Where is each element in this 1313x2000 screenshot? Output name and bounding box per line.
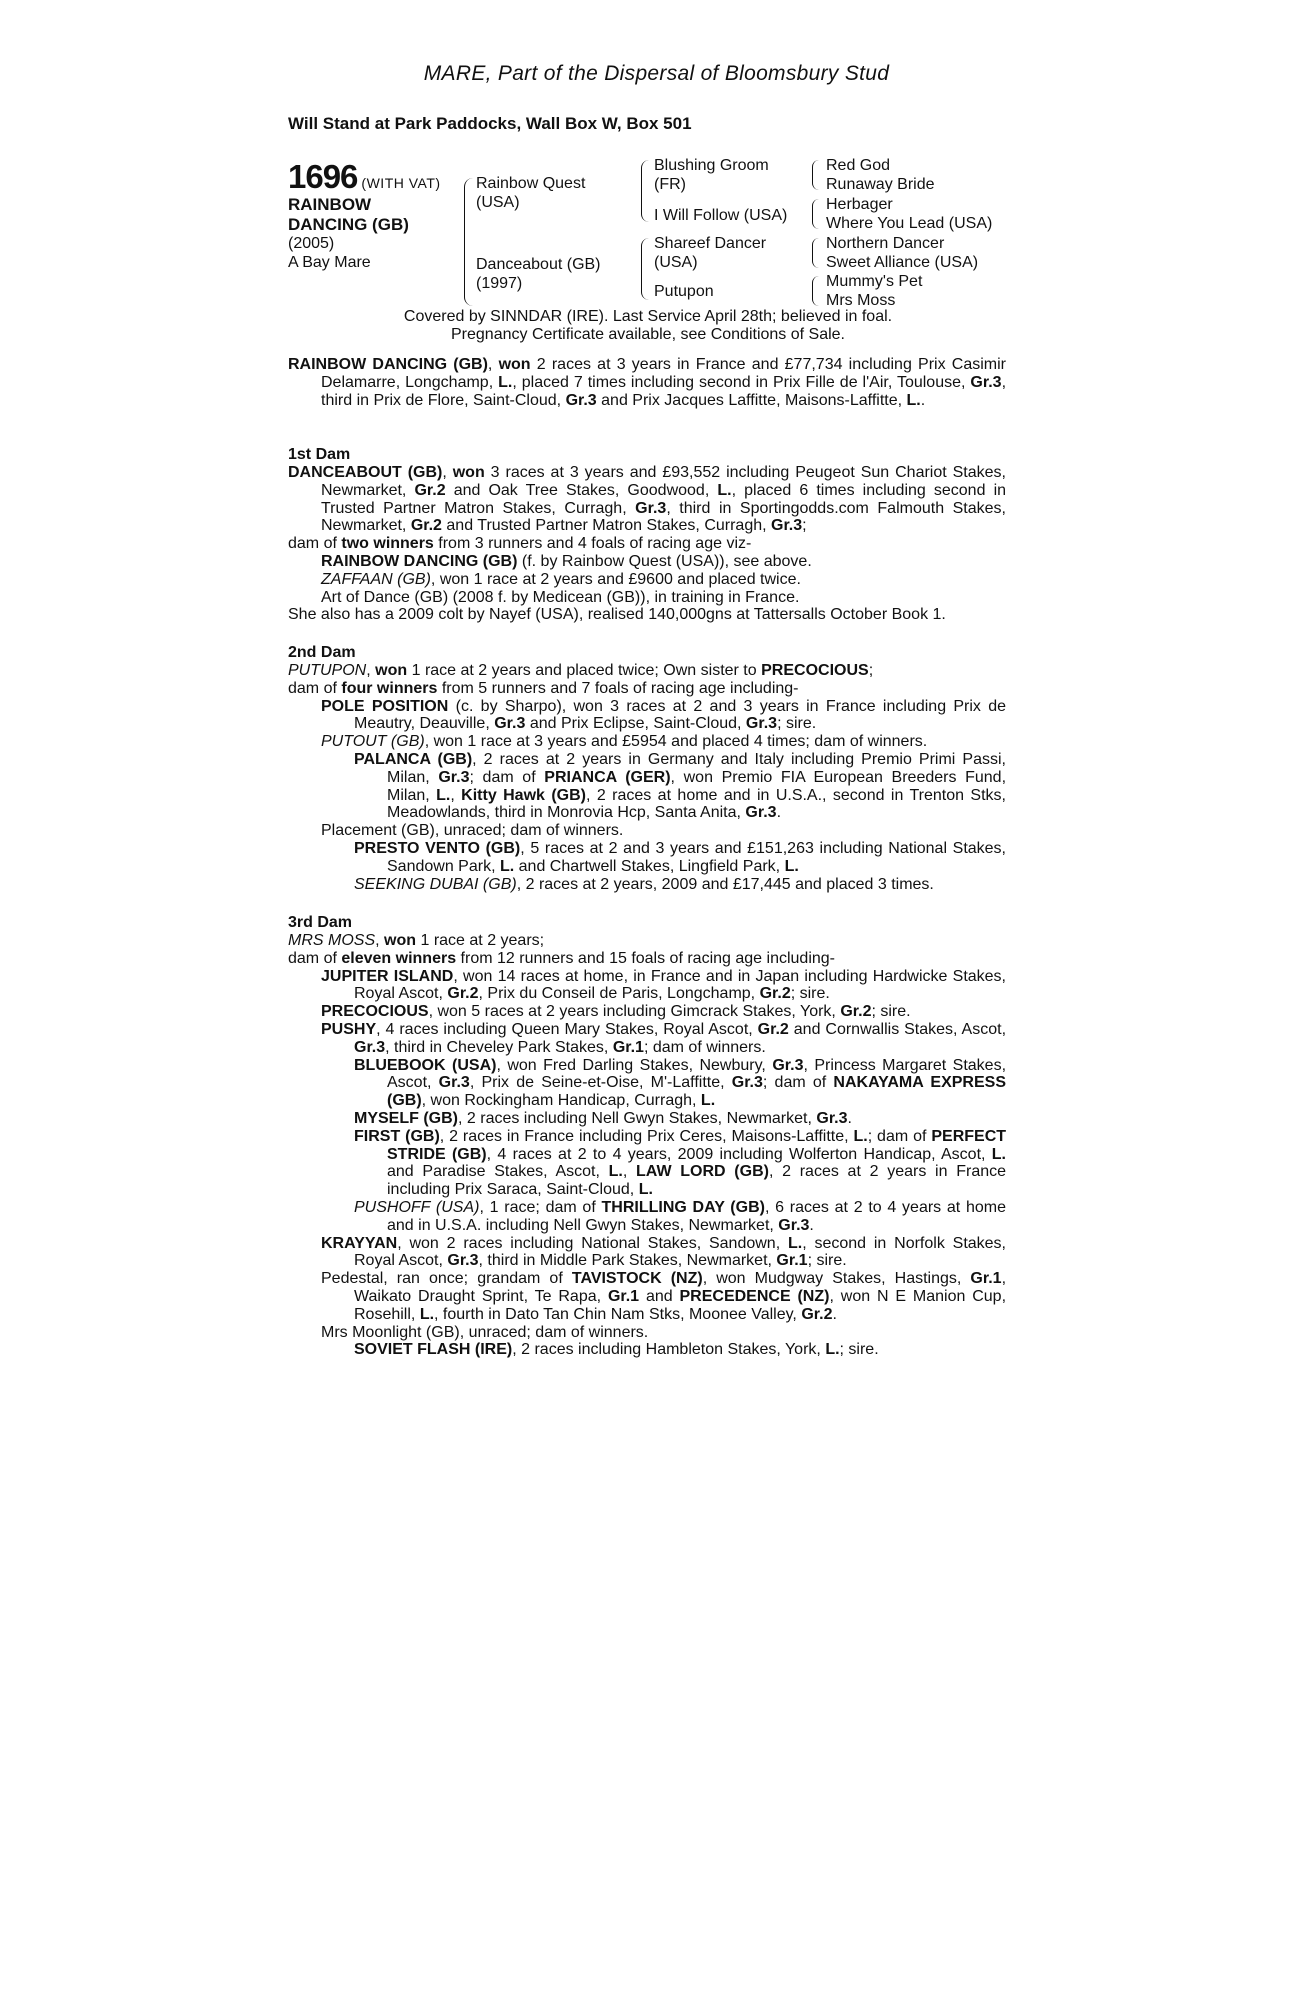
produce-name: FIRST (GB) (354, 1127, 440, 1145)
grade-mark: Gr.3 (745, 715, 778, 733)
produce-item (288, 1057, 1006, 1110)
produce-name: KRAYYAN (321, 1234, 398, 1252)
produce-item (288, 1110, 1006, 1128)
intro-text: and Prix Jacques Laffitte, Maisons-Laffitte, (601, 391, 903, 409)
grade-mark: Gr.3 (447, 1252, 479, 1270)
text: . (776, 804, 782, 822)
text: dam of (288, 679, 337, 697)
horse-year: (2005) (288, 235, 335, 252)
ped-dd: Putupon (654, 283, 714, 300)
grade-mark: Gr.3 (438, 768, 470, 786)
covered-line1: Covered by SINNDAR (IRE). Last Service April 28th; believed in foal. (403, 308, 893, 325)
produce-name: BLUEBOOK (USA) (354, 1056, 497, 1074)
horse-description: A Bay Mare (288, 254, 371, 271)
grade-mark: Gr.2 (757, 1020, 789, 1038)
produce-name: LAW LORD (GB) (636, 1163, 769, 1181)
text: ; sire. (839, 1341, 879, 1359)
ped-sss: Red God (826, 157, 891, 174)
pedigree-brace-dd (812, 276, 819, 306)
stand-location: Will Stand at Park Paddocks, Wall Box W, Box 501 (288, 114, 692, 133)
produce-item: Placement (GB), unraced; dam of winners. (321, 822, 624, 840)
text: , won Fred Darling Stakes, Newbury, (496, 1056, 766, 1074)
dam-name: DANCEABOUT (GB) (288, 464, 443, 481)
grade-mark: Gr.3 (635, 499, 667, 517)
produce-name: SEEKING DUBAI (GB) (354, 875, 517, 893)
first-dam-section (288, 446, 1006, 624)
produce-name: PRECOCIOUS (321, 1003, 429, 1021)
text: 1 race at 2 years; (420, 932, 545, 949)
text: , 2 races at 2 years, 2009 and £17,445 and placed 3 times. (516, 875, 934, 893)
ped-ds: Shareef Dancer (654, 235, 767, 252)
second-dam-section (288, 644, 1006, 893)
won-word: won (384, 932, 417, 949)
text: 3 races at 3 years and £93,552 including Peugeot Sun Chariot Stakes, Newmarket, (321, 464, 1006, 499)
grade-mark: Gr.1 (607, 1287, 640, 1305)
produce-intro (288, 535, 1006, 553)
text: , 4 races at 2 to 4 years, 2009 including Wolferton Handicap, Ascot, (486, 1145, 986, 1163)
produce-item (288, 698, 1006, 734)
text: ; sire. (790, 985, 830, 1003)
text: , (622, 1163, 628, 1181)
produce-item (288, 1199, 1006, 1235)
produce-name: RAINBOW DANCING (GB) (321, 552, 518, 570)
text: , won Rockingham Handicap, Curragh, (421, 1092, 697, 1110)
listed-mark: L. (419, 1305, 435, 1323)
text: (c. by Sharpo), won 3 races at 2 and 3 years in France including Prix de Meautry, Deauville, (354, 697, 1007, 733)
text: , 2 races at 2 years in France including Prix Saraca, Saint-Cloud, (387, 1163, 1007, 1199)
listed-mark: L. (853, 1127, 868, 1145)
text: , won N E Manion Cup, Rosehill, (354, 1287, 1007, 1323)
lot-number: 1696 (288, 158, 358, 195)
also-note: She also has a 2009 colt by Nayef (USA), realised 140,000gns at Tattersalls October Book 1. (288, 606, 946, 624)
text: Pedestal, ran once; grandam of (321, 1270, 563, 1288)
produce-name: PERFECT STRIDE (GB) (387, 1127, 1007, 1163)
grade-mark: Gr.1 (612, 1038, 644, 1056)
ped-sd: I Will Follow (USA) (654, 207, 788, 224)
ped-sire: Rainbow Quest (476, 175, 586, 192)
produce-name: MYSELF (GB) (354, 1109, 458, 1127)
listed-mark: L. (906, 391, 921, 409)
text: , won Premio FIA European Breeders Fund, Milan, (387, 768, 1007, 804)
grade-mark: Gr.3 (772, 1056, 804, 1074)
ped-sdd: Where You Lead (USA) (826, 215, 993, 232)
text: , 2 races in France including Prix Ceres, Maisons-Laffitte, (439, 1127, 849, 1145)
page-heading: MARE, Part of the Dispersal of Bloomsbury Stud (423, 62, 890, 85)
grade-mark: Gr.3 (771, 517, 803, 535)
winners-count: eleven winners (341, 949, 457, 967)
text: , 1 race; dam of (479, 1198, 596, 1216)
text: , placed 6 times including second in Trusted Partner Matron Stakes, Curragh, (321, 481, 1007, 517)
first-dam-heading: 1st Dam (288, 446, 351, 463)
horse-name (288, 195, 438, 235)
text: , second in Norfolk Stakes, Royal Ascot, (354, 1234, 1006, 1270)
text: , third in Cheveley Park Stakes, (385, 1038, 609, 1056)
pedigree-brace-main (464, 178, 473, 306)
text: ; sire. (777, 715, 817, 733)
text: , 2 races at home and in U.S.A., second in Trenton Stks, Meadowlands, third in Monrovia Hcp, Santa Anita, (387, 786, 1006, 822)
produce-name: PUSHY (321, 1020, 377, 1038)
grade-mark: Gr.3 (438, 1074, 470, 1092)
text: dam of (288, 949, 337, 967)
won-word: won (452, 464, 485, 481)
text: , Waikato Draught Sprint, Te Rapa, (354, 1270, 1007, 1305)
pedigree-brace-ds (812, 238, 819, 268)
ped-sire-country: (USA) (476, 194, 520, 211)
text: , 6 races at 2 to 4 years at home and in U.S.A. including Nell Gwyn Stakes, Newmarket, (387, 1198, 1007, 1234)
second-dam-heading: 2nd Dam (288, 644, 356, 661)
listed-mark: L. (499, 857, 515, 875)
ped-ddd: Mrs Moss (826, 292, 896, 309)
horse-name-bold: RAINBOW DANCING (GB) (288, 356, 488, 373)
won-word: won (498, 356, 531, 373)
text: (f. by Rainbow Quest (USA)), see above. (521, 552, 812, 570)
grade-mark: Gr.2 (840, 1003, 872, 1021)
text: , 5 races at 2 and 3 years and £151,263 including National Stakes, Sandown Park, (387, 839, 1007, 875)
won-word: won (375, 662, 408, 679)
grade-mark: Gr.2 (447, 985, 479, 1003)
produce-item (288, 1128, 1006, 1199)
lot-number-line (288, 158, 441, 196)
text: and (645, 1287, 673, 1305)
text: . (832, 1305, 837, 1323)
covered-note (288, 308, 1008, 344)
second-dam-line (288, 662, 1006, 680)
horse-name-line2: DANCING (GB) (288, 215, 409, 234)
text: ; dam of winners. (643, 1038, 766, 1056)
pedigree-brace-dam (641, 238, 649, 300)
produce-name: PRIANCA (GER) (544, 768, 671, 786)
produce-name: ZAFFAAN (GB) (321, 570, 431, 588)
produce-item (288, 571, 1006, 589)
third-dam-heading: 3rd Dam (288, 914, 353, 931)
text: , won 2 races including National Stakes, Sandown, (397, 1234, 781, 1252)
produce-item (288, 876, 1006, 894)
intro-text: , third in Prix de Flore, Saint-Cloud, (321, 373, 1007, 409)
text: ; sire. (871, 1003, 911, 1021)
grade-mark: Gr.1 (776, 1252, 808, 1270)
grade-mark: Gr.2 (801, 1305, 833, 1323)
text: ; (868, 662, 874, 679)
produce-item (288, 1235, 1006, 1271)
pedigree-brace-sd (812, 199, 819, 229)
text: , won Mudgway Stakes, Hastings, (702, 1270, 962, 1288)
grade-mark: Gr.3 (731, 1074, 763, 1092)
listed-mark: L. (825, 1341, 840, 1359)
winners-count: two winners (341, 535, 434, 553)
horse-name-line1: RAINBOW (288, 195, 372, 214)
text: , 2 races including Hambleton Stakes, York, (512, 1341, 821, 1359)
text: , won 5 races at 2 years including Gimcrack Stakes, York, (428, 1003, 836, 1021)
ped-dam: Danceabout (GB) (476, 256, 601, 273)
produce-item (288, 968, 1006, 1004)
ped-dds: Mummy's Pet (826, 273, 923, 290)
text: ; sire. (807, 1252, 847, 1270)
covered-line2: Pregnancy Certificate available, see Conditions of Sale. (451, 326, 845, 343)
listed-mark: L. (700, 1092, 716, 1110)
text: , fourth in Dato Tan Chin Nam Stks, Moonee Valley, (434, 1305, 797, 1323)
text: , Prix de Seine-et-Oise, M'-Laffitte, (469, 1074, 725, 1092)
vat-note: (WITH VAT) (361, 175, 441, 191)
listed-mark: L. (787, 1234, 803, 1252)
dam-name: PUTUPON (288, 662, 367, 679)
ped-dss: Northern Dancer (826, 235, 945, 252)
text: and Prix Eclipse, Saint-Cloud, (529, 715, 742, 733)
text: , (375, 932, 380, 949)
produce-name: PUTOUT (GB) (321, 733, 425, 751)
produce-item (288, 1270, 1006, 1323)
text: ; dam of (469, 768, 536, 786)
produce-item: Art of Dance (GB) (2008 f. by Medicean (GB)), in training in France. (321, 588, 800, 606)
text: . (847, 1109, 852, 1127)
intro-text: 2 races at 3 years in France and £77,734 including Prix Casimir Delamarre, Longchamp, (321, 356, 1007, 391)
text: , third in Sportingodds.com Falmouth Stakes, Newmarket, (321, 499, 1006, 535)
grade-mark: Gr.3 (778, 1216, 810, 1234)
produce-name: NAKAYAMA EXPRESS (GB) (387, 1074, 1006, 1110)
text: and Paradise Stakes, Ascot, (387, 1163, 600, 1181)
ped-ssd: Runaway Bride (826, 176, 935, 193)
produce-item (288, 751, 1006, 822)
text: ; dam of (762, 1074, 827, 1092)
produce-name: POLE POSITION (321, 697, 449, 715)
ped-sds: Herbager (826, 196, 893, 213)
grade-mark: Gr.3 (745, 804, 777, 822)
text: ; dam of (867, 1127, 927, 1145)
produce-item (288, 840, 1006, 876)
text: , (450, 786, 455, 804)
text: , Princess Margaret Stakes, Ascot, (387, 1056, 1007, 1092)
text: from 5 runners and 7 foals of racing age including- (441, 679, 799, 697)
listed-mark: L. (498, 373, 513, 391)
intro-text: . (920, 391, 926, 409)
produce-name: PRESTO VENTO (GB) (354, 839, 521, 857)
text: from 12 runners and 15 foals of racing age including- (460, 949, 835, 967)
text: dam of (288, 535, 337, 553)
grade-mark: Gr.3 (970, 373, 1002, 391)
ped-dam-year: (1997) (476, 275, 523, 292)
sister-name: PRECOCIOUS (761, 662, 869, 679)
produce-name: PRECEDENCE (NZ) (679, 1287, 830, 1305)
produce-intro (288, 680, 1006, 698)
text: , Prix du Conseil de Paris, Longchamp, (478, 985, 756, 1003)
ped-dsd: Sweet Alliance (USA) (826, 254, 979, 271)
grade-mark: Gr.3 (565, 391, 597, 409)
text: and Oak Tree Stakes, Goodwood, (453, 481, 710, 499)
pedigree-brace-ss (812, 160, 819, 190)
intro-paragraph: RAINBOW DANCING (GB), won 2 races at 3 years in France and £77,734 including Prix Casimir Delamarre, Longchamp, L., placed 7 times including second in Prix Fille de l'Air, Toulouse, Gr.3, third in Prix de Flore, Saint-Cloud, Gr.3 and Prix Jacques Laffitte, Maisons-Laffitte, L.. (288, 356, 1007, 409)
text: and Trusted Partner Matron Stakes, Curragh, (446, 517, 767, 535)
text: and Cornwallis Stakes, Ascot, (793, 1020, 1007, 1038)
intro-text: , placed 7 times including second in Prix Fille de l'Air, Toulouse, (512, 373, 966, 391)
grade-mark: Gr.2 (414, 481, 446, 499)
text: , (366, 662, 371, 679)
listed-mark: L. (638, 1181, 653, 1199)
third-dam-line (288, 932, 1006, 950)
text: 1 race at 2 years and placed twice; Own sister to (411, 662, 757, 679)
grade-mark: Gr.3 (816, 1109, 848, 1127)
text: ; (802, 517, 807, 535)
winners-count: four winners (341, 679, 438, 697)
text: , third in Middle Park Stakes, Newmarket, (478, 1252, 772, 1270)
text: , 2 races including Nell Gwyn Stakes, Newmarket, (458, 1109, 812, 1127)
produce-name: THRILLING DAY (GB) (601, 1198, 765, 1216)
third-dam-section (288, 914, 1006, 1359)
produce-item: Mrs Moonlight (GB), unraced; dam of winners. (321, 1323, 649, 1341)
text: . (809, 1216, 814, 1234)
intro-section (288, 356, 1006, 409)
text: , won 14 races at home, in France and in Japan including Hardwicke Stakes, Royal Ascot, (354, 967, 1007, 1003)
grade-mark: Gr.2 (759, 985, 791, 1003)
ped-ss-country: (FR) (654, 176, 686, 193)
ped-ds-country: (USA) (654, 254, 698, 271)
text: from 3 runners and 4 foals of racing age viz- (438, 535, 752, 553)
text: , won 1 race at 2 years and £9600 and placed twice. (430, 570, 801, 588)
produce-item (288, 1341, 1006, 1359)
produce-item (288, 733, 1006, 751)
produce-item (288, 553, 1006, 571)
produce-name: PUSHOFF (USA) (354, 1198, 480, 1216)
listed-mark: L. (717, 481, 732, 499)
first-dam-paragraph: DANCEABOUT (GB), won 3 races at 3 years and £93,552 including Peugeot Sun Chariot Stakes, Newmarket, Gr.2 and Oak Tree Stakes, Goodwood, L., placed 6 times including second in Trusted Partner Matron Stakes, Curragh, Gr.3, third in Sportingodds.com Falmouth Stakes, Newmarket, Gr.2 and Trusted Partner Matron Stakes, Curragh, Gr.3; (288, 464, 1007, 535)
grade-mark: Gr.3 (494, 715, 526, 733)
produce-name: Kitty Hawk (GB) (461, 786, 586, 804)
listed-mark: L. (991, 1145, 1006, 1163)
grade-mark: Gr.2 (410, 517, 442, 535)
pedigree-brace-sire (641, 160, 649, 222)
produce-name: PALANCA (GB) (354, 750, 473, 768)
produce-item (288, 1021, 1006, 1057)
text: , won 1 race at 3 years and £5954 and placed 4 times; dam of winners. (424, 733, 928, 751)
text: , 2 races at 2 years in Germany and Italy including Premio Primi Passi, Milan, (387, 750, 1006, 786)
listed-mark: L. (608, 1163, 623, 1181)
dam-name: MRS MOSS (288, 932, 376, 949)
listed-mark: L. (436, 786, 451, 804)
horse-meta (288, 234, 371, 272)
produce-name: SOVIET FLASH (IRE) (354, 1341, 513, 1359)
grade-mark: Gr.1 (970, 1270, 1002, 1288)
text: , 4 races including Queen Mary Stakes, Royal Ascot, (376, 1020, 753, 1038)
grade-mark: Gr.3 (354, 1038, 386, 1056)
ped-ss: Blushing Groom (654, 157, 769, 174)
produce-name: TAVISTOCK (NZ) (571, 1270, 703, 1288)
text: and Chartwell Stakes, Lingfield Park, (518, 857, 781, 875)
produce-intro (288, 950, 1006, 968)
listed-mark: L. (784, 857, 799, 875)
produce-item (288, 1003, 1006, 1021)
produce-name: JUPITER ISLAND (321, 967, 454, 985)
